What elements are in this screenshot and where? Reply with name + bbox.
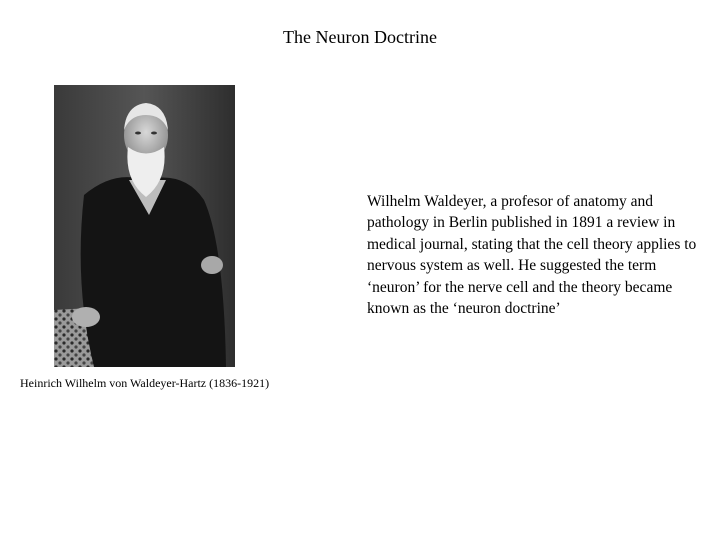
portrait-illustration [54,85,235,367]
portrait-caption: Heinrich Wilhelm von Waldeyer-Hartz (1836-1921) [20,376,270,390]
portrait-photo [54,85,235,367]
body-paragraph: Wilhelm Waldeyer, a profesor of anatomy and pathology in Berlin published in 1891 a review in medical journal, stating that the cell theory applies to nervous system as well. He suggested the term ‘neuron’ for the nerve cell and the theory became known as the ‘neuron doctrine’ [367,193,697,318]
slide-title: The Neuron Doctrine [283,27,437,47]
